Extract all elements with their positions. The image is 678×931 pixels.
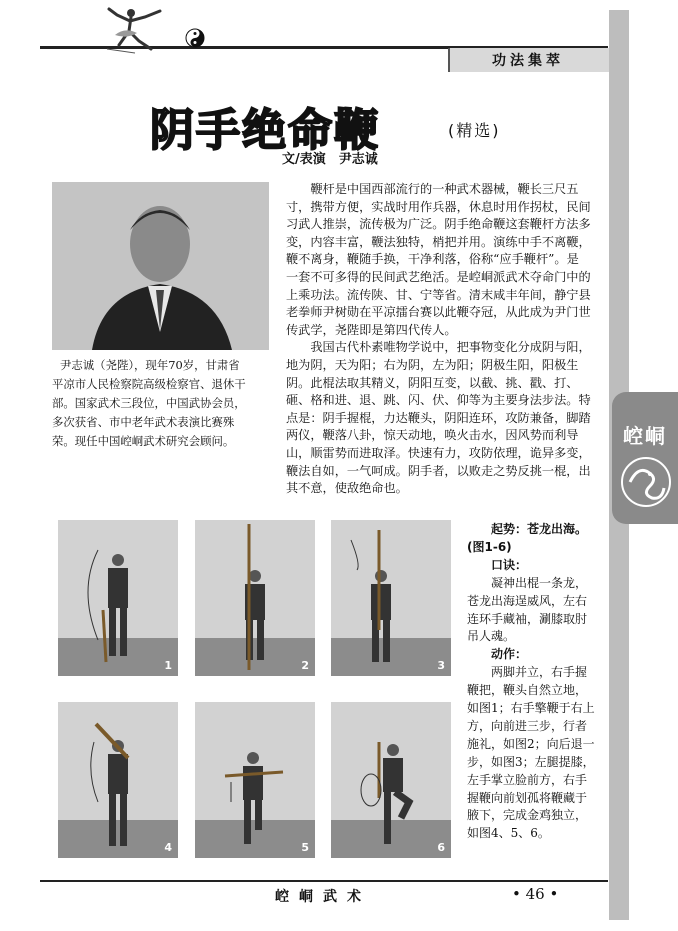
body-text-line: 点是：阴手握棍，力达鞭头，阴阳连环，攻防兼备，脚踏 bbox=[286, 410, 591, 425]
body-text-line: 鞭不离身，鞭随手换，干净利落，俗称“应手鞭杆”。是 bbox=[286, 252, 579, 267]
body-text-line: 上乘功法。流传陕、甘、宁等省。清末咸丰年间，静宁县 bbox=[286, 287, 591, 302]
article-byline: 文/表演 尹志诚 bbox=[282, 152, 378, 167]
sequence-text-line: 苍龙出海逞威风，左右 bbox=[467, 593, 588, 608]
body-text-line: 砸、格和进、退、跳、闪、伏、仰等为主要身法步法。特 bbox=[286, 393, 591, 408]
sequence-text-line: 起势：苍龙出海。 bbox=[467, 522, 588, 536]
sequence-text-line: 凝神出棍一条龙， bbox=[467, 575, 588, 590]
photo-number: 3 bbox=[437, 659, 445, 672]
sequence-text-line: 口诀： bbox=[467, 557, 528, 572]
body-text-line: 鞭法自如，一气呵成。阴手者，以败走之势反挑一棍，出 bbox=[286, 463, 591, 478]
author-caption-line: 荣。现任中国崆峒武术研究会顾问。 bbox=[52, 434, 235, 448]
body-text-line: 山，顺雷势而进取泽。快速有力，攻防依理，诡异多变， bbox=[286, 446, 591, 460]
author-caption-line: 多次获省、市中老年武术表演比赛殊 bbox=[52, 415, 235, 429]
martial-artist-icon bbox=[105, 5, 167, 57]
yin-yang-icon bbox=[185, 28, 205, 48]
action-photo bbox=[331, 702, 451, 858]
body-text-line: 传武学，尧陛即是第四代传人。 bbox=[286, 322, 457, 337]
dragon-emblem-icon bbox=[620, 452, 672, 510]
action-photo bbox=[58, 520, 178, 676]
sequence-text-line: 如图1；右手擎鞭于右上 bbox=[467, 701, 595, 715]
footer-magazine-name: 崆峒武术 bbox=[275, 889, 371, 905]
sequence-text-line: 左手掌立脸前方，右手 bbox=[467, 772, 588, 787]
body-text-line: 老拳师尹树勋在平凉擂台赛以此鞭夺冠，从此成为尹门世 bbox=[286, 305, 591, 320]
photo-number: 6 bbox=[437, 841, 445, 854]
article-title: 阴手绝命鞭 bbox=[150, 105, 380, 156]
photo-number: 4 bbox=[164, 841, 172, 854]
body-text-line: 变，内容丰富，鞭法独特，梢把并用。演练中手不离鞭， bbox=[286, 234, 591, 249]
article-subtitle: (精选) bbox=[448, 121, 501, 140]
page-number: • 46 • bbox=[512, 885, 559, 903]
body-text-line: 其不意，使敌绝命也。 bbox=[286, 481, 408, 496]
sequence-text-line: 施礼，如图2；向后退一 bbox=[467, 736, 595, 751]
action-photo bbox=[195, 702, 315, 858]
sequence-text-line: (图1-6) bbox=[467, 539, 512, 554]
photo-number: 1 bbox=[164, 659, 172, 672]
body-text-line: 一套不可多得的民间武艺绝活。是崆峒派武术夺命门中的 bbox=[286, 270, 591, 284]
action-photo bbox=[331, 520, 451, 676]
side-tab-label: 崆峒 bbox=[623, 424, 667, 448]
sequence-text-line: 两脚并立，右手握 bbox=[467, 665, 588, 680]
photo-number: 2 bbox=[301, 659, 309, 672]
author-caption-line: 尹志诚（尧陛），现年70岁，甘肃省 bbox=[60, 358, 240, 372]
sequence-text-line: 鞭把，鞭头自然立地， bbox=[467, 683, 588, 698]
body-text-line: 寸，携带方便，实战时用作兵器，休息时用作拐杖，民间 bbox=[286, 199, 591, 214]
photo-number: 5 bbox=[301, 841, 309, 854]
sequence-text-line: 吊人魂。 bbox=[467, 629, 516, 644]
footer-rule bbox=[40, 880, 608, 882]
body-text-line: 鞭杆是中国西部流行的一种武术器械，鞭长三尺五 bbox=[286, 182, 579, 196]
sequence-text-line: 握鞭向前划孤将鞭藏于 bbox=[467, 790, 588, 805]
body-text-line: 习武人推崇，流传极为广泛。阴手绝命鞭这套鞭杆方法多 bbox=[286, 217, 591, 232]
sequence-text-line: 步，如图3；左腿提膝， bbox=[467, 754, 595, 769]
sequence-text-line: 方，向前进三步，行者 bbox=[467, 718, 588, 733]
author-caption-line: 部。国家武术三段位，中国武协会员， bbox=[52, 396, 246, 410]
author-portrait bbox=[52, 182, 269, 350]
body-text-line: 我国古代朴素唯物学说中，把事物变化分成阴与阳， bbox=[286, 340, 591, 355]
sequence-text-line: 动作： bbox=[467, 647, 528, 662]
body-text-line: 阴。此棍法取其精义，阴阳互变，以截、挑、戳、打、 bbox=[286, 375, 579, 390]
sequence-text-line: 连环手藏袖，涮膝取肘 bbox=[467, 611, 588, 626]
action-photo bbox=[195, 520, 315, 676]
action-photo bbox=[58, 702, 178, 858]
section-label: 功法集萃 bbox=[492, 53, 564, 69]
author-caption-line: 平凉市人民检察院高级检察官、退休干 bbox=[52, 377, 246, 391]
sequence-text-line: 如图4、5、6。 bbox=[467, 826, 550, 841]
sequence-text-line: 腋下，完成金鸡独立， bbox=[467, 808, 588, 823]
body-text-line: 两仪，鞭落八卦，惊天动地，唤火击水，因风势而利导 bbox=[286, 428, 579, 443]
body-text-line: 地为阴，天为阳；右为阴，左为阳；阴极生阳，阳极生 bbox=[286, 358, 579, 372]
